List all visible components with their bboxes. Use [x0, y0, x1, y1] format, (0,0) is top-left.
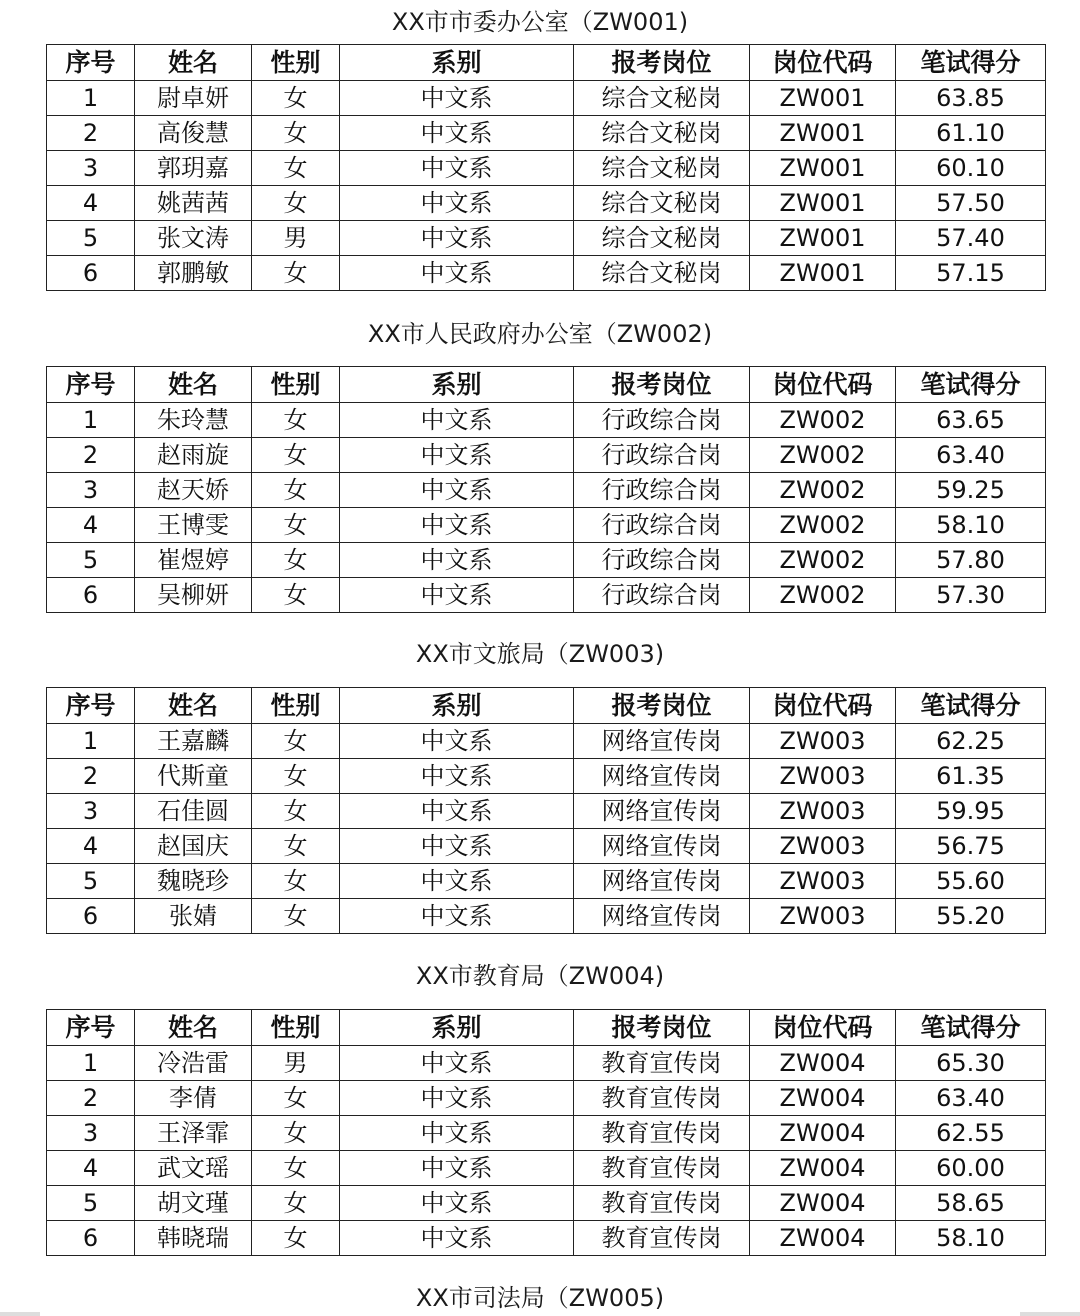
table-row — [47, 578, 1046, 613]
table-row — [47, 151, 1046, 186]
table-cell: 综合文秘岗 — [574, 151, 750, 186]
column-header: 报考岗位 — [574, 45, 750, 81]
table-row — [47, 81, 1046, 116]
table-cell: 4 — [47, 829, 135, 864]
table-row — [47, 438, 1046, 473]
table-cell: 中文系 — [340, 578, 574, 613]
table-row — [47, 1186, 1046, 1221]
table-cell: 63.40 — [896, 1081, 1046, 1116]
table-cell: 63.85 — [896, 81, 1046, 116]
table-row — [47, 864, 1046, 899]
table-cell: 中文系 — [340, 759, 574, 794]
table-cell: 赵天娇 — [135, 473, 252, 508]
table-cell: 中文系 — [340, 543, 574, 578]
table-cell: 中文系 — [340, 724, 574, 759]
table-cell: 武文瑶 — [135, 1151, 252, 1186]
table-cell: ZW002 — [750, 473, 896, 508]
table-row — [47, 1151, 1046, 1186]
table-cell: 张婧 — [135, 899, 252, 934]
table-header-row — [47, 45, 1046, 81]
table-cell: 王泽霏 — [135, 1116, 252, 1151]
table-cell: 行政综合岗 — [574, 578, 750, 613]
table-cell: 3 — [47, 1116, 135, 1151]
table-cell: ZW002 — [750, 403, 896, 438]
table-cell: 2 — [47, 1081, 135, 1116]
column-header: 笔试得分 — [896, 688, 1046, 724]
table-cell: 55.60 — [896, 864, 1046, 899]
table-cell: 3 — [47, 794, 135, 829]
section-title: XX市市委办公室（ZW001) — [391, 8, 689, 36]
column-header: 报考岗位 — [574, 1010, 750, 1046]
table-cell: 女 — [252, 186, 340, 221]
table-cell: 女 — [252, 403, 340, 438]
table-cell: 男 — [252, 1046, 340, 1081]
table-cell: 女 — [252, 899, 340, 934]
table-cell: 李倩 — [135, 1081, 252, 1116]
table-cell: ZW003 — [750, 794, 896, 829]
column-header: 姓名 — [135, 1010, 252, 1046]
table-cell: 朱玲慧 — [135, 403, 252, 438]
table-row — [47, 256, 1046, 291]
table-cell: 姚茜茜 — [135, 186, 252, 221]
table-row — [47, 543, 1046, 578]
table-cell: 中文系 — [340, 794, 574, 829]
column-header: 笔试得分 — [896, 1010, 1046, 1046]
table-cell: 教育宣传岗 — [574, 1151, 750, 1186]
table-cell: 中文系 — [340, 864, 574, 899]
column-header: 报考岗位 — [574, 688, 750, 724]
table-cell: ZW003 — [750, 724, 896, 759]
score-table — [46, 687, 1046, 934]
column-header: 系别 — [340, 367, 574, 403]
table-cell: 女 — [252, 724, 340, 759]
table-cell: 中文系 — [340, 116, 574, 151]
table-cell: 56.75 — [896, 829, 1046, 864]
table-cell: 冷浩雷 — [135, 1046, 252, 1081]
table-cell: 网络宣传岗 — [574, 724, 750, 759]
table-cell: 58.10 — [896, 508, 1046, 543]
table-cell: 胡文瑾 — [135, 1186, 252, 1221]
column-header: 性别 — [252, 1010, 340, 1046]
column-header: 姓名 — [135, 367, 252, 403]
table-cell: 郭鹏敏 — [135, 256, 252, 291]
table-cell: ZW001 — [750, 221, 896, 256]
column-header: 序号 — [47, 1010, 135, 1046]
table-cell: 女 — [252, 151, 340, 186]
page-edge-mark — [0, 1312, 40, 1316]
table-cell: 5 — [47, 543, 135, 578]
table-cell: 崔煜婷 — [135, 543, 252, 578]
table-cell: ZW003 — [750, 759, 896, 794]
table-cell: 60.10 — [896, 151, 1046, 186]
table-cell: 65.30 — [896, 1046, 1046, 1081]
table-cell: 中文系 — [340, 899, 574, 934]
table-cell: 1 — [47, 724, 135, 759]
table-cell: 中文系 — [340, 508, 574, 543]
table-cell: ZW001 — [750, 116, 896, 151]
table-cell: 中文系 — [340, 438, 574, 473]
table-cell: 女 — [252, 1116, 340, 1151]
table-cell: 行政综合岗 — [574, 403, 750, 438]
table-cell: 5 — [47, 864, 135, 899]
table-cell: 4 — [47, 1151, 135, 1186]
table-cell: 郭玥嘉 — [135, 151, 252, 186]
table-cell: ZW001 — [750, 256, 896, 291]
table-cell: 行政综合岗 — [574, 473, 750, 508]
table-row — [47, 1081, 1046, 1116]
table-cell: 57.15 — [896, 256, 1046, 291]
table-cell: 中文系 — [340, 81, 574, 116]
table-cell: 教育宣传岗 — [574, 1186, 750, 1221]
table-header-row — [47, 688, 1046, 724]
table-cell: 高俊慧 — [135, 116, 252, 151]
table-cell: 网络宣传岗 — [574, 829, 750, 864]
table-cell: 女 — [252, 473, 340, 508]
table-cell: 62.55 — [896, 1116, 1046, 1151]
table-cell: 1 — [47, 1046, 135, 1081]
table-cell: 女 — [252, 864, 340, 899]
table-cell: 57.40 — [896, 221, 1046, 256]
table-cell: 综合文秘岗 — [574, 221, 750, 256]
table-cell: 中文系 — [340, 1046, 574, 1081]
table-cell: 1 — [47, 403, 135, 438]
table-cell: 中文系 — [340, 221, 574, 256]
table-row — [47, 116, 1046, 151]
table-row — [47, 724, 1046, 759]
table-cell: 6 — [47, 578, 135, 613]
table-cell: 综合文秘岗 — [574, 256, 750, 291]
table-row — [47, 1116, 1046, 1151]
table-cell: ZW004 — [750, 1046, 896, 1081]
table-cell: 女 — [252, 508, 340, 543]
table-cell: 6 — [47, 899, 135, 934]
table-cell: ZW004 — [750, 1081, 896, 1116]
column-header: 系别 — [340, 688, 574, 724]
table-cell: 女 — [252, 543, 340, 578]
table-cell: ZW004 — [750, 1116, 896, 1151]
table-cell: 1 — [47, 81, 135, 116]
table-cell: 中文系 — [340, 256, 574, 291]
table-cell: 教育宣传岗 — [574, 1081, 750, 1116]
table-row — [47, 403, 1046, 438]
table-cell: 女 — [252, 256, 340, 291]
section-title: XX市教育局（ZW004) — [415, 962, 665, 990]
column-header: 岗位代码 — [750, 1010, 896, 1046]
section-title: XX市司法局（ZW005) — [415, 1284, 665, 1312]
table-row — [47, 473, 1046, 508]
table-cell: 中文系 — [340, 186, 574, 221]
score-table — [46, 44, 1046, 291]
table-cell: 石佳圆 — [135, 794, 252, 829]
table-cell: ZW003 — [750, 899, 896, 934]
table-cell: 女 — [252, 438, 340, 473]
table-row — [47, 221, 1046, 256]
table-cell: 60.00 — [896, 1151, 1046, 1186]
table-cell: 教育宣传岗 — [574, 1046, 750, 1081]
table-cell: 中文系 — [340, 1186, 574, 1221]
table-cell: 女 — [252, 116, 340, 151]
table-cell: 63.40 — [896, 438, 1046, 473]
table-cell: ZW002 — [750, 543, 896, 578]
table-cell: 魏晓珍 — [135, 864, 252, 899]
table-cell: 2 — [47, 759, 135, 794]
table-cell: 尉卓妍 — [135, 81, 252, 116]
table-cell: 代斯童 — [135, 759, 252, 794]
table-cell: 赵国庆 — [135, 829, 252, 864]
table-row — [47, 899, 1046, 934]
table-cell: 3 — [47, 151, 135, 186]
table-cell: ZW004 — [750, 1151, 896, 1186]
table-cell: 网络宣传岗 — [574, 899, 750, 934]
column-header: 序号 — [47, 688, 135, 724]
table-cell: 韩晓瑞 — [135, 1221, 252, 1256]
table-cell: 女 — [252, 1186, 340, 1221]
table-cell: 赵雨旋 — [135, 438, 252, 473]
table-cell: ZW004 — [750, 1186, 896, 1221]
table-cell: 2 — [47, 438, 135, 473]
table-cell: 教育宣传岗 — [574, 1116, 750, 1151]
column-header: 岗位代码 — [750, 45, 896, 81]
table-cell: 女 — [252, 1151, 340, 1186]
table-row — [47, 759, 1046, 794]
table-cell: 女 — [252, 1221, 340, 1256]
score-table — [46, 366, 1046, 613]
table-cell: 57.50 — [896, 186, 1046, 221]
table-cell: ZW001 — [750, 81, 896, 116]
column-header: 系别 — [340, 1010, 574, 1046]
table-cell: 61.10 — [896, 116, 1046, 151]
table-cell: 57.80 — [896, 543, 1046, 578]
table-cell: 2 — [47, 116, 135, 151]
page-edge-mark — [1020, 1312, 1080, 1316]
table-cell: 吴柳妍 — [135, 578, 252, 613]
table-cell: 综合文秘岗 — [574, 186, 750, 221]
table-cell: 中文系 — [340, 1151, 574, 1186]
table-cell: 61.35 — [896, 759, 1046, 794]
table-row — [47, 794, 1046, 829]
table-cell: 57.30 — [896, 578, 1046, 613]
column-header: 序号 — [47, 45, 135, 81]
table-cell: 中文系 — [340, 473, 574, 508]
section-title: XX市文旅局（ZW003) — [415, 640, 665, 668]
table-cell: ZW002 — [750, 508, 896, 543]
table-cell: ZW002 — [750, 578, 896, 613]
table-cell: 中文系 — [340, 1116, 574, 1151]
table-cell: 行政综合岗 — [574, 438, 750, 473]
column-header: 姓名 — [135, 688, 252, 724]
table-cell: 55.20 — [896, 899, 1046, 934]
table-header-row — [47, 367, 1046, 403]
column-header: 性别 — [252, 45, 340, 81]
table-cell: 网络宣传岗 — [574, 794, 750, 829]
table-cell: 4 — [47, 508, 135, 543]
table-cell: 5 — [47, 1186, 135, 1221]
column-header: 岗位代码 — [750, 688, 896, 724]
table-cell: ZW002 — [750, 438, 896, 473]
table-cell: 中文系 — [340, 1081, 574, 1116]
table-cell: 行政综合岗 — [574, 543, 750, 578]
table-cell: 网络宣传岗 — [574, 759, 750, 794]
column-header: 笔试得分 — [896, 45, 1046, 81]
table-cell: ZW004 — [750, 1221, 896, 1256]
column-header: 序号 — [47, 367, 135, 403]
table-cell: 5 — [47, 221, 135, 256]
table-header-row — [47, 1010, 1046, 1046]
table-cell: 58.10 — [896, 1221, 1046, 1256]
column-header: 姓名 — [135, 45, 252, 81]
table-cell: 女 — [252, 829, 340, 864]
table-cell: 6 — [47, 1221, 135, 1256]
score-table — [46, 1009, 1046, 1256]
table-cell: 59.25 — [896, 473, 1046, 508]
table-cell: 王博雯 — [135, 508, 252, 543]
section-title: XX市人民政府办公室（ZW002) — [367, 320, 713, 348]
table-cell: 行政综合岗 — [574, 508, 750, 543]
table-cell: 女 — [252, 578, 340, 613]
table-cell: 63.65 — [896, 403, 1046, 438]
table-cell: 62.25 — [896, 724, 1046, 759]
table-cell: 4 — [47, 186, 135, 221]
column-header: 岗位代码 — [750, 367, 896, 403]
column-header: 笔试得分 — [896, 367, 1046, 403]
table-row — [47, 1221, 1046, 1256]
table-cell: 王嘉麟 — [135, 724, 252, 759]
column-header: 性别 — [252, 688, 340, 724]
table-cell: 网络宣传岗 — [574, 864, 750, 899]
table-cell: 女 — [252, 794, 340, 829]
table-row — [47, 186, 1046, 221]
table-cell: 中文系 — [340, 403, 574, 438]
table-cell: ZW001 — [750, 151, 896, 186]
table-cell: 男 — [252, 221, 340, 256]
table-cell: 女 — [252, 1081, 340, 1116]
table-cell: 6 — [47, 256, 135, 291]
table-cell: 教育宣传岗 — [574, 1221, 750, 1256]
table-row — [47, 508, 1046, 543]
table-cell: 综合文秘岗 — [574, 81, 750, 116]
table-cell: 女 — [252, 759, 340, 794]
table-cell: 中文系 — [340, 1221, 574, 1256]
table-cell: 女 — [252, 81, 340, 116]
column-header: 性别 — [252, 367, 340, 403]
table-cell: ZW001 — [750, 186, 896, 221]
column-header: 报考岗位 — [574, 367, 750, 403]
table-cell: 中文系 — [340, 151, 574, 186]
table-cell: ZW003 — [750, 864, 896, 899]
table-row — [47, 1046, 1046, 1081]
table-cell: 58.65 — [896, 1186, 1046, 1221]
table-cell: 综合文秘岗 — [574, 116, 750, 151]
table-row — [47, 829, 1046, 864]
table-cell: ZW003 — [750, 829, 896, 864]
table-cell: 张文涛 — [135, 221, 252, 256]
table-cell: 3 — [47, 473, 135, 508]
table-cell: 中文系 — [340, 829, 574, 864]
table-cell: 59.95 — [896, 794, 1046, 829]
column-header: 系别 — [340, 45, 574, 81]
